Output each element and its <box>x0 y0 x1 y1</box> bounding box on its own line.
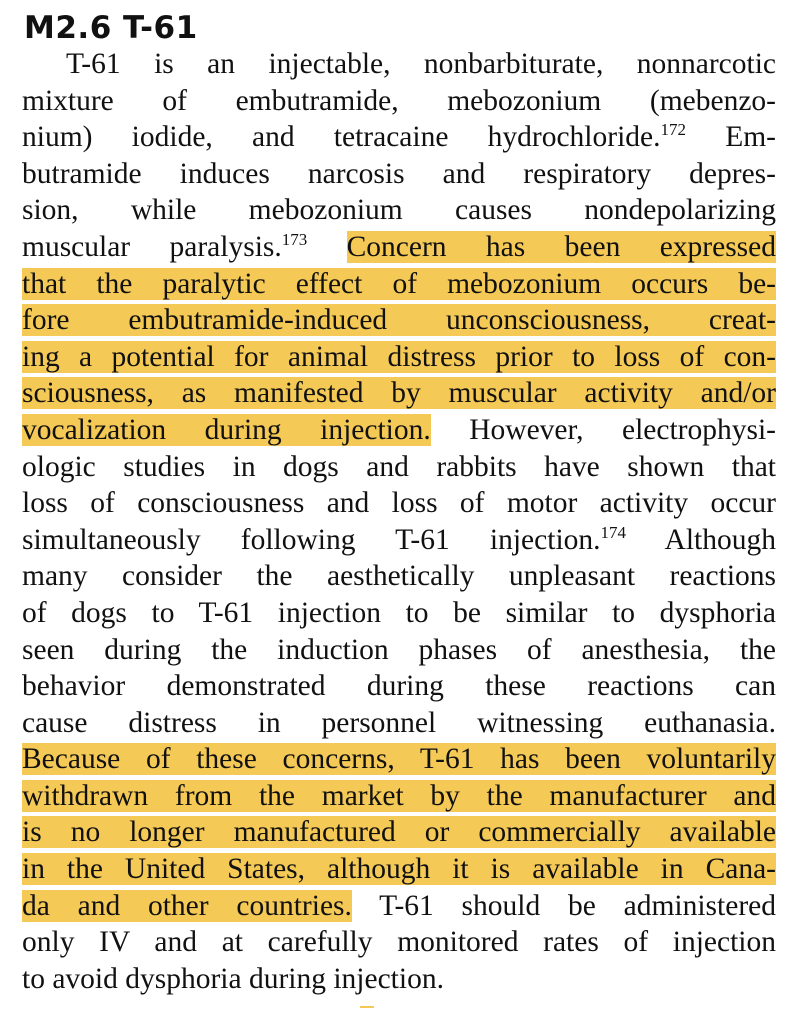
text-segment: nium) iodide, and tetracaine hydrochloride. <box>22 121 661 154</box>
text-segment: only IV and at carefully monitored rates of injection <box>22 926 776 959</box>
text-segment: seen during the induction phases of anesthesia, the <box>22 633 776 666</box>
highlighted-text: da and other countries. <box>22 889 352 922</box>
footnote-reference: 173 <box>281 229 308 249</box>
text-line <box>22 888 776 925</box>
text-segment: to avoid dysphoria during injection. <box>22 962 444 995</box>
text-segment: T-61 should be administered <box>351 889 776 922</box>
text-segment: T-61 is an injectable, nonbarbiturate, nonnarcotic <box>66 48 776 80</box>
text-segment: butramide induces narcosis and respiratory depres- <box>22 157 776 190</box>
highlighted-text: Concern has been expressed <box>346 230 777 263</box>
highlighted-text: that the paralytic effect of mebozonium occurs be- <box>22 267 776 300</box>
text-segment: of dogs to T-61 injection to be similar to dysphoria <box>22 596 776 629</box>
highlighted-text: vocalization during injection. <box>22 413 431 446</box>
text-line <box>22 156 776 193</box>
highlighted-text: Because of these concerns, T-61 has been voluntarily <box>22 743 776 776</box>
section-body <box>22 46 776 997</box>
text-segment: cause distress in personnel witnessing euthanasia. <box>22 706 776 739</box>
highlighted-text: ing a potential for animal distress prior to loss of con- <box>22 340 776 373</box>
text-segment: sion, while mebozonium causes nondepolarizing <box>22 194 776 227</box>
document-page <box>22 10 776 997</box>
text-line <box>22 778 776 815</box>
text-line <box>22 339 776 376</box>
text-segment: Em- <box>686 121 776 154</box>
text-line <box>22 558 776 595</box>
text-line <box>22 192 776 229</box>
text-segment: ologic studies in dogs and rabbits have shown that <box>22 450 776 483</box>
highlighted-text: is no longer manufactured or commercially available <box>22 816 776 849</box>
text-segment: muscular paralysis. <box>22 230 282 263</box>
highlighted-text: fore embutramide-induced unconsciousness, creat- <box>22 304 776 337</box>
text-line <box>22 412 776 449</box>
text-line <box>22 266 776 303</box>
highlight-sliver <box>360 1006 374 1008</box>
text-line <box>22 705 776 742</box>
text-segment <box>307 231 346 263</box>
text-line <box>22 851 776 888</box>
highlighted-text: in the United States, although it is available in Cana- <box>22 853 776 886</box>
text-line <box>22 961 776 998</box>
text-segment: Although <box>626 523 776 556</box>
text-line <box>22 632 776 669</box>
highlighted-text: withdrawn from the market by the manufacturer and <box>22 779 776 812</box>
text-line <box>22 302 776 339</box>
text-segment: behavior demonstrated during these reactions can <box>22 670 776 703</box>
text-segment: mixture of embutramide, mebozonium (mebenzo- <box>22 84 776 117</box>
text-line <box>22 449 776 486</box>
text-line <box>22 83 776 120</box>
text-segment: loss of consciousness and loss of motor activity occur <box>22 487 776 520</box>
text-line <box>22 595 776 632</box>
text-line <box>22 229 776 266</box>
section-heading: M2.6 T-61 <box>24 10 198 46</box>
text-line <box>22 668 776 705</box>
text-line <box>22 46 776 83</box>
text-line <box>22 814 776 851</box>
text-line <box>22 485 776 522</box>
text-line <box>22 741 776 778</box>
text-segment: many consider the aesthetically unpleasant reactions <box>22 560 776 593</box>
text-line <box>22 119 776 156</box>
text-line <box>22 375 776 412</box>
text-line <box>22 522 776 559</box>
text-line <box>22 924 776 961</box>
highlighted-text: sciousness, as manifested by muscular activity and/or <box>22 377 776 410</box>
text-segment: simultaneously following T-61 injection. <box>22 523 601 556</box>
text-segment: However, electrophysi- <box>430 413 776 446</box>
footnote-reference: 172 <box>660 120 686 140</box>
footnote-reference: 174 <box>600 522 627 542</box>
